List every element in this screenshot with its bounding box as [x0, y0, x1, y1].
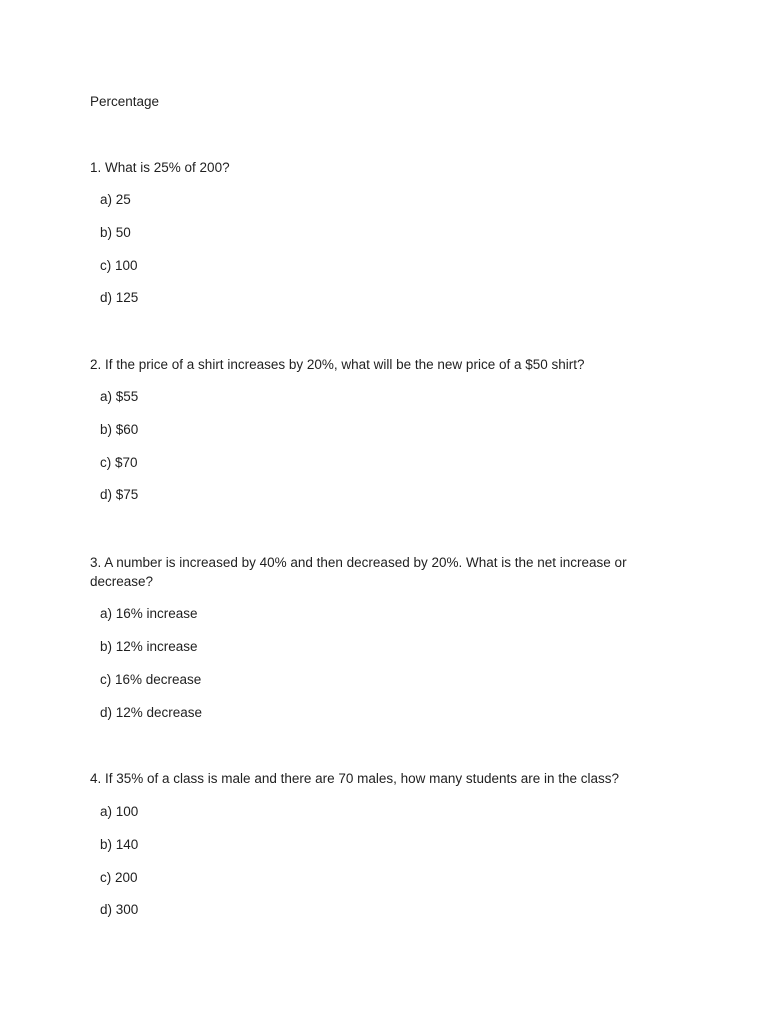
option-d: d) 12% decrease	[100, 705, 203, 720]
option-b: b) 50	[100, 225, 131, 240]
question-3	[90, 553, 650, 720]
option-a: a) 25	[100, 192, 131, 207]
option-c: c) 16% decrease	[100, 672, 202, 687]
option-c: c) 200	[100, 870, 138, 885]
question-text: 3. A number is increased by 40% and then decreased by 20%. What is the net increase or decrease?	[90, 555, 627, 589]
option-b: b) 12% increase	[100, 639, 198, 654]
option-b: b) $60	[100, 422, 139, 437]
option-d: d) 300	[100, 902, 139, 917]
option-d: d) $75	[100, 487, 139, 502]
option-c: c) 100	[100, 258, 138, 273]
page-title: Percentage	[90, 94, 160, 109]
option-a: a) 100	[100, 804, 139, 819]
option-b: b) 140	[100, 837, 139, 852]
question-text: 4. If 35% of a class is male and there are 70 males, how many students are in the class?	[90, 771, 620, 786]
option-d: d) 125	[100, 290, 139, 305]
question-1	[90, 158, 650, 305]
question-2	[90, 355, 650, 502]
option-a: a) $55	[100, 389, 139, 404]
question-4	[90, 769, 650, 917]
question-text: 1. What is 25% of 200?	[90, 160, 230, 175]
question-text: 2. If the price of a shirt increases by 20%, what will be the new price of a $50 shirt?	[90, 357, 585, 372]
option-a: a) 16% increase	[100, 606, 198, 621]
option-c: c) $70	[100, 455, 138, 470]
